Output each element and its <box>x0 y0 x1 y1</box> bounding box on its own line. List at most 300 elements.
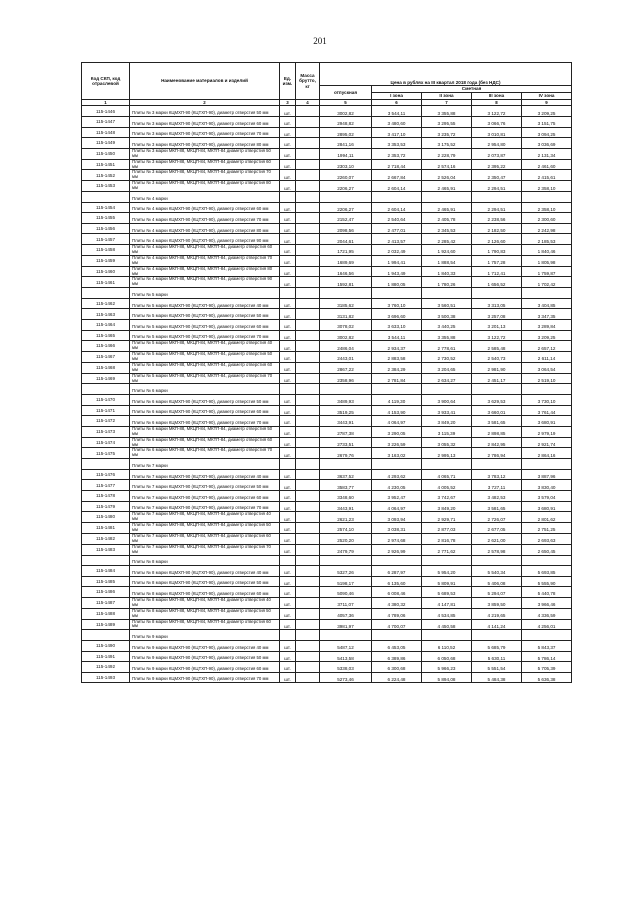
name-cell: Плиты № 3 марки КЦМХП-90 (КЦТХП-90), диаметр отверстия 80 мм <box>130 138 280 149</box>
name-cell: Плиты № 3 марки МКП-88, МКЦП-84, МКТП-84 диаметр отверстия 60 мм <box>130 159 280 170</box>
code-cell: 115-1482 <box>82 533 130 544</box>
table-row <box>82 352 572 363</box>
price-zone-4-cell: 3 680,91 <box>522 501 572 512</box>
price-zone-2-cell: 3 560,51 <box>422 298 472 309</box>
unit-cell: шт. <box>280 448 296 459</box>
code-cell: 115-1478 <box>82 491 130 502</box>
code-cell: 115-1466 <box>82 341 130 352</box>
price-zone-4-cell: 2 801,62 <box>522 512 572 523</box>
price-zone-3-cell: 1 656,52 <box>472 277 522 288</box>
table-row <box>82 672 572 683</box>
price-release-cell: 3002,82 <box>320 106 372 117</box>
table-row <box>82 437 572 448</box>
price-zone-1-cell: 2 974,68 <box>372 533 422 544</box>
mass-cell <box>296 587 320 598</box>
price-release-cell: 3519,25 <box>320 405 372 416</box>
mass-cell <box>296 373 320 384</box>
unit-cell: шт. <box>280 480 296 491</box>
price-release-cell: 2479,79 <box>320 544 372 555</box>
price-zone-3-cell: 3 257,08 <box>472 309 522 320</box>
price-zone-4-cell: 3 094,25 <box>522 127 572 138</box>
unit-cell: шт. <box>280 223 296 234</box>
price-zone-3-cell: 2 294,51 <box>472 181 522 192</box>
price-zone-4-cell: 5 843,37 <box>522 640 572 651</box>
price-release-cell: 3002,82 <box>320 330 372 341</box>
price-zone-4-cell: 3 347,35 <box>522 309 572 320</box>
price-zone-3-cell: 3 660,01 <box>472 405 522 416</box>
code-cell: 115-1450 <box>82 148 130 159</box>
price-zone-4-cell: 2 358,10 <box>522 181 572 192</box>
unit-cell: шт. <box>280 362 296 373</box>
name-cell: Плиты № 5 марки КЦМХП-90 (КЦТХП-90), диаметр отверстия 50 мм <box>130 309 280 320</box>
price-zone-3-cell: 2 726,07 <box>472 512 522 523</box>
unit-cell: шт. <box>280 159 296 170</box>
table-row <box>82 416 572 427</box>
price-release-cell: 2841,16 <box>320 138 372 149</box>
code-cell: 115-1483 <box>82 544 130 555</box>
price-zone-1-cell: 2 032,49 <box>372 245 422 256</box>
price-zone-3-cell: 2 585,48 <box>472 341 522 352</box>
name-cell: Плиты № 6 марки КЦМХП-90 (КЦТХП-90), диаметр отверстия 50 мм <box>130 395 280 406</box>
mass-cell <box>296 501 320 512</box>
unit-cell: шт. <box>280 298 296 309</box>
table-row <box>82 309 572 320</box>
code-cell <box>82 555 130 566</box>
name-cell: Плиты № 5 марки КЦМХП-90 (КЦТХП-90), диаметр отверстия 70 мм <box>130 330 280 341</box>
unit-cell: шт. <box>280 597 296 608</box>
name-cell: Плиты № 3 марки КЦМХП-90 (КЦТХП-90), диаметр отверстия 60 мм <box>130 117 280 128</box>
price-zone-1-cell: 4 119,30 <box>372 395 422 406</box>
mass-cell <box>296 117 320 128</box>
table-row <box>82 395 572 406</box>
price-release-cell: 2303,10 <box>320 159 372 170</box>
price-release-cell: 4057,36 <box>320 608 372 619</box>
price-release-cell: 3981,97 <box>320 619 372 630</box>
unit-cell: шт. <box>280 587 296 598</box>
table-row <box>82 202 572 213</box>
col-number: 5 <box>320 100 372 106</box>
price-zone-2-cell: 4 534,85 <box>422 608 472 619</box>
unit-cell: шт. <box>280 566 296 577</box>
code-cell: 115-1447 <box>82 117 130 128</box>
empty-cell <box>522 630 572 641</box>
price-zone-1-cell: 3 633,10 <box>372 320 422 331</box>
mass-cell <box>296 405 320 416</box>
empty-cell <box>372 555 422 566</box>
price-zone-2-cell: 2 771,62 <box>422 544 472 555</box>
price-zone-3-cell: 3 313,05 <box>472 298 522 309</box>
price-zone-1-cell: 2 718,44 <box>372 159 422 170</box>
price-zone-3-cell: 2 073,87 <box>472 148 522 159</box>
table-row <box>82 255 572 266</box>
header-name: Наименование материалов и изделий <box>130 63 280 100</box>
name-cell: Плиты № 4 марки КЦМХП-90 (КЦТХП-90), диаметр отверстия 80 мм <box>130 223 280 234</box>
header-zone-2: II зона <box>422 93 472 100</box>
code-cell: 115-1489 <box>82 619 130 630</box>
mass-cell <box>296 469 320 480</box>
col-number: 7 <box>422 100 472 106</box>
mass-cell <box>296 309 320 320</box>
table-row <box>82 566 572 577</box>
price-zone-4-cell: 2 693,63 <box>522 533 572 544</box>
price-zone-4-cell: 5 440,78 <box>522 587 572 598</box>
mass-cell <box>296 448 320 459</box>
price-zone-3-cell: 2 238,56 <box>472 213 522 224</box>
unit-cell: шт. <box>280 213 296 224</box>
table-row <box>82 512 572 523</box>
price-zone-1-cell: 3 093,94 <box>372 512 422 523</box>
price-zone-2-cell: 5 894,08 <box>422 672 472 683</box>
price-release-cell: 3489,93 <box>320 395 372 406</box>
price-zone-2-cell: 2 816,78 <box>422 533 472 544</box>
price-zone-4-cell: 1 805,98 <box>522 255 572 266</box>
price-release-cell: 2206,27 <box>320 181 372 192</box>
price-release-cell: 2733,51 <box>320 437 372 448</box>
unit-cell: шт. <box>280 533 296 544</box>
price-zone-1-cell: 2 413,57 <box>372 234 422 245</box>
price-zone-3-cell: 5 406,08 <box>472 576 522 587</box>
price-zone-1-cell: 4 230,05 <box>372 480 422 491</box>
unit-cell: шт. <box>280 202 296 213</box>
group-title: Плиты № 4 марки <box>130 192 280 203</box>
empty-cell <box>372 288 422 299</box>
price-zone-1-cell: 2 604,14 <box>372 202 422 213</box>
price-release-cell: 3131,82 <box>320 309 372 320</box>
empty-cell <box>472 630 522 641</box>
unit-cell: шт. <box>280 512 296 523</box>
name-cell: Плиты № 3 марки КЦМХП-90 (КЦТХП-90), диаметр отверстия 70 мм <box>130 127 280 138</box>
empty-cell <box>280 384 296 395</box>
table-row <box>82 106 572 117</box>
price-zone-2-cell: 2 405,78 <box>422 213 472 224</box>
name-cell: Плиты № 4 марки МКП-88, МКЦП-84, МКТП-84, диаметр отверстия 70 мм <box>130 255 280 266</box>
price-zone-1-cell: 2 883,58 <box>372 352 422 363</box>
price-zone-3-cell: 1 757,28 <box>472 255 522 266</box>
price-zone-2-cell: 2 929,71 <box>422 512 472 523</box>
name-cell: Плиты № 5 марки МКП-88, МКЦП-84, МКТП-84, диаметр отверстия 40 мм <box>130 341 280 352</box>
table-row <box>82 662 572 673</box>
table-row <box>82 266 572 277</box>
table-row <box>82 170 572 181</box>
price-zone-1-cell: 6 008,46 <box>372 587 422 598</box>
code-cell: 115-1481 <box>82 523 130 534</box>
price-zone-3-cell: 2 842,95 <box>472 437 522 448</box>
name-cell: Плиты № 3 марки КЦМХП-90 (КЦТХП-90), диаметр отверстия 50 мм <box>130 106 280 117</box>
price-release-cell: 2895,02 <box>320 127 372 138</box>
group-header-row <box>82 384 572 395</box>
table-body <box>82 106 572 683</box>
mass-cell <box>296 330 320 341</box>
price-zone-1-cell: 2 604,14 <box>372 181 422 192</box>
empty-cell <box>320 288 372 299</box>
group-title: Плиты № 7 марки <box>130 459 280 470</box>
name-cell: Плиты № 7 марки КЦМХП-90 (КЦТХП-90), диаметр отверстия 40 мм <box>130 469 280 480</box>
mass-cell <box>296 159 320 170</box>
price-release-cell: 5413,58 <box>320 651 372 662</box>
name-cell: Плиты № 8 марки КЦМХП-90 (КЦТХП-90), диаметр отверстия 60 мм <box>130 587 280 598</box>
table-row <box>82 501 572 512</box>
empty-cell <box>280 288 296 299</box>
unit-cell: шт. <box>280 437 296 448</box>
empty-cell <box>372 192 422 203</box>
empty-cell <box>320 555 372 566</box>
price-zone-3-cell: 3 010,81 <box>472 127 522 138</box>
group-header-row <box>82 192 572 203</box>
table-row <box>82 362 572 373</box>
code-cell <box>82 459 130 470</box>
price-zone-4-cell: 2 415,61 <box>522 170 572 181</box>
price-zone-4-cell: 2 657,12 <box>522 341 572 352</box>
mass-cell <box>296 127 320 138</box>
col-number: 6 <box>372 100 422 106</box>
code-cell: 115-1463 <box>82 309 130 320</box>
price-table <box>81 62 572 683</box>
table-row <box>82 148 572 159</box>
empty-cell <box>296 192 320 203</box>
mass-cell <box>296 640 320 651</box>
price-zone-4-cell: 2 979,19 <box>522 426 572 437</box>
price-zone-3-cell: 3 727,11 <box>472 480 522 491</box>
price-zone-2-cell: 3 175,52 <box>422 138 472 149</box>
price-zone-2-cell: 3 115,39 <box>422 426 472 437</box>
price-zone-4-cell: 4 256,01 <box>522 619 572 630</box>
code-cell: 115-1487 <box>82 597 130 608</box>
code-cell: 115-1479 <box>82 501 130 512</box>
price-zone-2-cell: 3 055,32 <box>422 437 472 448</box>
unit-cell: шт. <box>280 138 296 149</box>
price-zone-3-cell: 3 859,50 <box>472 597 522 608</box>
empty-cell <box>522 555 572 566</box>
name-cell: Плиты № 7 марки МКП-88, МКЦП-84, МКТП-84 диаметр отверстия 70 мм <box>130 544 280 555</box>
price-zone-2-cell: 2 574,16 <box>422 159 472 170</box>
price-zone-2-cell: 3 204,65 <box>422 362 472 373</box>
col-number: 8 <box>472 100 522 106</box>
code-cell: 115-1480 <box>82 512 130 523</box>
price-zone-4-cell: 5 636,38 <box>522 672 572 683</box>
mass-cell <box>296 170 320 181</box>
unit-cell: шт. <box>280 127 296 138</box>
price-zone-4-cell: 3 966,46 <box>522 597 572 608</box>
price-zone-2-cell: 6 050,68 <box>422 651 472 662</box>
price-zone-4-cell: 3 579,04 <box>522 491 572 502</box>
mass-cell <box>296 352 320 363</box>
price-zone-4-cell: 2 358,10 <box>522 202 572 213</box>
mass-cell <box>296 245 320 256</box>
price-zone-3-cell: 5 630,11 <box>472 651 522 662</box>
price-zone-1-cell: 4 064,97 <box>372 501 422 512</box>
code-cell <box>82 384 130 395</box>
price-release-cell: 2486,04 <box>320 341 372 352</box>
empty-cell <box>422 555 472 566</box>
code-cell: 115-1465 <box>82 330 130 341</box>
mass-cell <box>296 544 320 555</box>
price-zone-3-cell: 2 451,17 <box>472 373 522 384</box>
price-release-cell: 2206,27 <box>320 202 372 213</box>
price-zone-2-cell: 3 900,64 <box>422 395 472 406</box>
code-cell: 115-1475 <box>82 448 130 459</box>
mass-cell <box>296 416 320 427</box>
unit-cell: шт. <box>280 148 296 159</box>
group-header-row <box>82 288 572 299</box>
price-zone-4-cell: 2 921,74 <box>522 437 572 448</box>
mass-cell <box>296 426 320 437</box>
unit-cell: шт. <box>280 320 296 331</box>
price-release-cell: 2520,20 <box>320 533 372 544</box>
unit-cell: шт. <box>280 170 296 181</box>
price-release-cell: 3637,52 <box>320 469 372 480</box>
mass-cell <box>296 255 320 266</box>
table-row <box>82 523 572 534</box>
price-release-cell: 2948,82 <box>320 117 372 128</box>
code-cell: 115-1469 <box>82 373 130 384</box>
code-cell: 115-1460 <box>82 266 130 277</box>
price-zone-3-cell: 5 551,54 <box>472 662 522 673</box>
price-zone-3-cell: 2 350,47 <box>472 170 522 181</box>
table-row <box>82 277 572 288</box>
mass-cell <box>296 533 320 544</box>
table-row <box>82 426 572 437</box>
unit-cell: шт. <box>280 426 296 437</box>
price-zone-2-cell: 5 809,91 <box>422 576 472 587</box>
table-row <box>82 181 572 192</box>
price-zone-3-cell: 2 954,80 <box>472 138 522 149</box>
name-cell: Плиты № 6 марки КЦМХП-90 (КЦТХП-90), диаметр отверстия 60 мм <box>130 405 280 416</box>
price-zone-4-cell: 2 611,14 <box>522 352 572 363</box>
col-number: 1 <box>82 100 130 106</box>
mass-cell <box>296 672 320 683</box>
price-zone-3-cell: 1 790,83 <box>472 245 522 256</box>
price-zone-3-cell: 3 122,72 <box>472 106 522 117</box>
header-zone-3: III зона <box>472 93 522 100</box>
price-zone-1-cell: 3 417,10 <box>372 127 422 138</box>
empty-cell <box>372 459 422 470</box>
unit-cell: шт. <box>280 523 296 534</box>
header-mass: Масса брутто, кг <box>296 63 320 100</box>
mass-cell <box>296 213 320 224</box>
col-number: 3 <box>280 100 296 106</box>
unit-cell: шт. <box>280 416 296 427</box>
code-cell: 115-1486 <box>82 587 130 598</box>
unit-cell: шт. <box>280 330 296 341</box>
price-release-cell: 5327,26 <box>320 566 372 577</box>
price-zone-4-cell: 2 185,53 <box>522 234 572 245</box>
price-zone-1-cell: 6 224,48 <box>372 672 422 683</box>
price-zone-3-cell: 2 294,51 <box>472 202 522 213</box>
empty-cell <box>296 555 320 566</box>
price-zone-2-cell: 5 966,23 <box>422 662 472 673</box>
mass-cell <box>296 223 320 234</box>
price-zone-1-cell: 2 934,37 <box>372 341 422 352</box>
price-zone-1-cell: 6 135,60 <box>372 576 422 587</box>
group-header-row <box>82 555 572 566</box>
price-zone-2-cell: 4 147,81 <box>422 597 472 608</box>
price-zone-2-cell: 3 440,25 <box>422 320 472 331</box>
price-zone-1-cell: 4 064,97 <box>372 416 422 427</box>
code-cell: 115-1462 <box>82 298 130 309</box>
price-zone-4-cell: 3 036,69 <box>522 138 572 149</box>
price-zone-3-cell: 2 786,94 <box>472 448 522 459</box>
name-cell: Плиты № 9 марки КЦМХП-90 (КЦТХП-90), диаметр отверстия 50 мм <box>130 651 280 662</box>
table-row <box>82 544 572 555</box>
empty-cell <box>422 288 472 299</box>
empty-cell <box>422 459 472 470</box>
empty-cell <box>280 555 296 566</box>
price-release-cell: 3443,91 <box>320 416 372 427</box>
name-cell: Плиты № 4 марки КЦМХП-90 (КЦТХП-90), диаметр отверстия 70 мм <box>130 213 280 224</box>
price-release-cell: 1994,11 <box>320 148 372 159</box>
code-cell <box>82 192 130 203</box>
price-zone-1-cell: 4 153,90 <box>372 405 422 416</box>
price-zone-3-cell: 3 066,76 <box>472 117 522 128</box>
unit-cell: шт. <box>280 266 296 277</box>
price-zone-4-cell: 5 555,90 <box>522 576 572 587</box>
price-zone-4-cell: 3 680,91 <box>522 416 572 427</box>
unit-cell: шт. <box>280 651 296 662</box>
empty-cell <box>522 384 572 395</box>
code-cell: 115-1459 <box>82 255 130 266</box>
price-zone-2-cell: 2 228,79 <box>422 148 472 159</box>
price-zone-4-cell: 3 830,40 <box>522 480 572 491</box>
price-release-cell: 1646,56 <box>320 266 372 277</box>
price-zone-1-cell: 3 353,53 <box>372 138 422 149</box>
price-zone-2-cell: 4 005,52 <box>422 480 472 491</box>
price-zone-1-cell: 3 038,31 <box>372 523 422 534</box>
price-release-cell: 2358,96 <box>320 373 372 384</box>
code-cell: 115-1474 <box>82 437 130 448</box>
unit-cell: шт. <box>280 117 296 128</box>
empty-cell <box>472 288 522 299</box>
mass-cell <box>296 362 320 373</box>
unit-cell: шт. <box>280 619 296 630</box>
empty-cell <box>472 459 522 470</box>
empty-cell <box>422 192 472 203</box>
mass-cell <box>296 106 320 117</box>
empty-cell <box>280 630 296 641</box>
group-title: Плиты № 5 марки <box>130 288 280 299</box>
table-row <box>82 608 572 619</box>
unit-cell: шт. <box>280 395 296 406</box>
price-zone-2-cell: 5 954,20 <box>422 566 472 577</box>
price-zone-2-cell: 6 110,52 <box>422 640 472 651</box>
code-cell: 115-1467 <box>82 352 130 363</box>
table-row <box>82 234 572 245</box>
mass-cell <box>296 480 320 491</box>
unit-cell: шт. <box>280 405 296 416</box>
table-row <box>82 320 572 331</box>
price-zone-2-cell: 3 295,55 <box>422 117 472 128</box>
code-cell: 115-1490 <box>82 640 130 651</box>
name-cell: Плиты № 8 марки МКП-88, МКЦП-84, МКТП-84 диаметр отверстия 40 мм <box>130 597 280 608</box>
mass-cell <box>296 138 320 149</box>
price-zone-4-cell: 3 064,54 <box>522 362 572 373</box>
mass-cell <box>296 523 320 534</box>
name-cell: Плиты № 7 марки КЦМХП-90 (КЦТХП-90), диаметр отверстия 70 мм <box>130 501 280 512</box>
unit-cell: шт. <box>280 181 296 192</box>
price-zone-2-cell: 2 465,91 <box>422 202 472 213</box>
price-release-cell: 1721,95 <box>320 245 372 256</box>
mass-cell <box>296 619 320 630</box>
price-zone-1-cell: 2 384,29 <box>372 362 422 373</box>
name-cell: Плиты № 3 марки МКП-88, МКЦП-84, МКТП-84 диаметр отверстия 80 мм <box>130 181 280 192</box>
table-row <box>82 597 572 608</box>
group-header-row <box>82 630 572 641</box>
name-cell: Плиты № 7 марки МКП-88, МКЦП-84, МКТП-84 диаметр отверстия 60 мм <box>130 533 280 544</box>
name-cell: Плиты № 7 марки МКП-88, МКЦП-84, МКТП-84 диаметр отверстия 40 мм <box>130 512 280 523</box>
price-zone-4-cell: 1 702,42 <box>522 277 572 288</box>
page-number: 201 <box>313 36 327 46</box>
unit-cell: шт. <box>280 501 296 512</box>
name-cell: Плиты № 6 марки МКП-88, МКЦП-84, МКТП-84, диаметр отверстия 70 мм <box>130 448 280 459</box>
